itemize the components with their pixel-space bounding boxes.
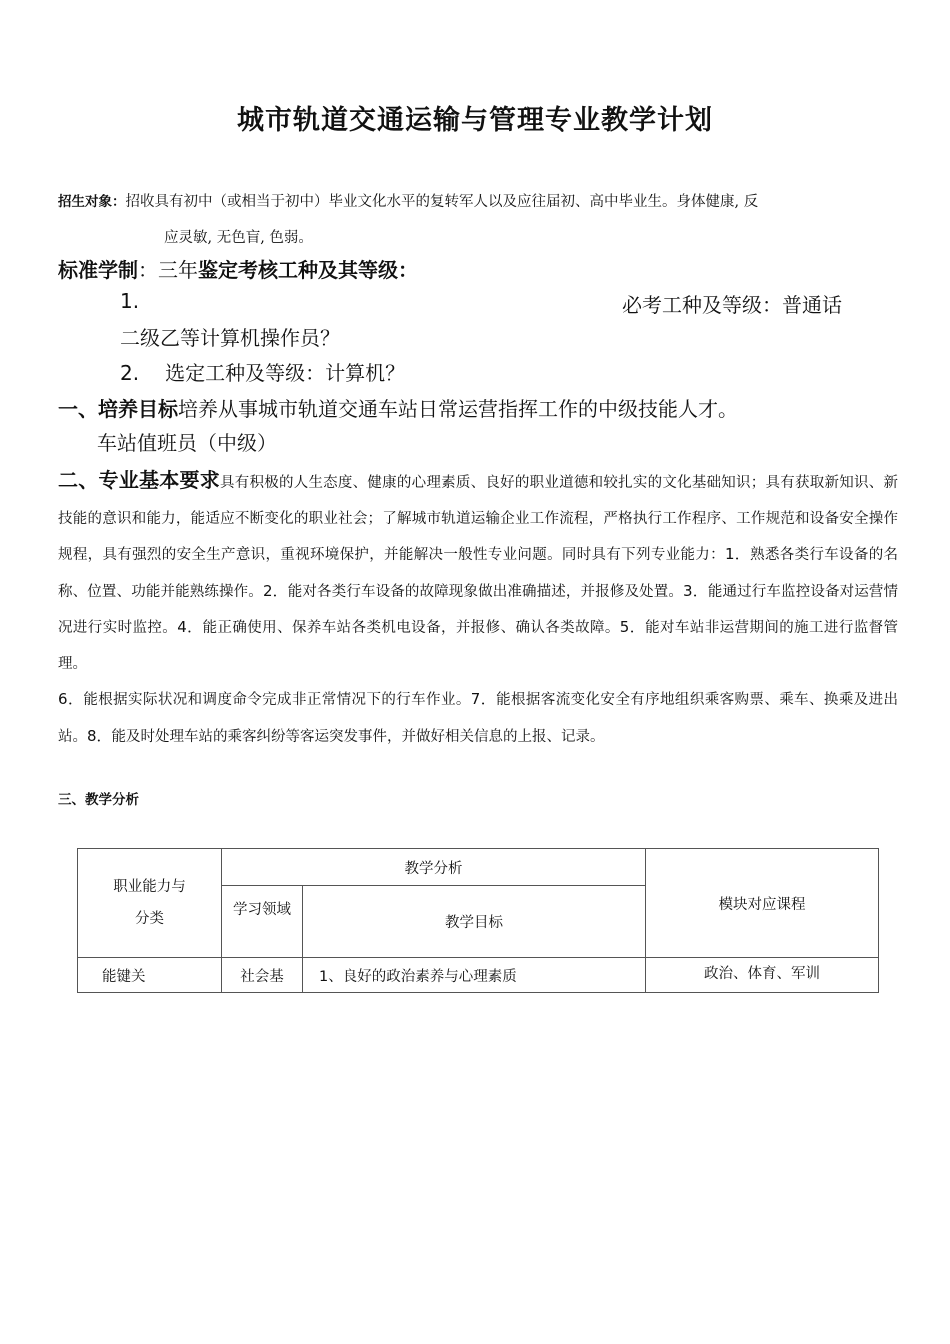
cell-learning-area: 社会基: [222, 958, 303, 993]
requirement-item-1: 1．熟悉各类行车设备的名称、位置、功能并能熟练操作。: [58, 545, 899, 600]
col-ability-header: 职业能力与分类: [78, 849, 222, 958]
requirements-paragraph: [58, 463, 898, 755]
cert-item-1-text: 必考工种及等级：普通话: [622, 293, 842, 317]
cert-heading: 鉴定考核工种及其等级：: [198, 258, 418, 282]
cert-item-1-number: 1.: [120, 289, 140, 313]
cell-course: 政治、体育、军训: [646, 958, 879, 993]
cell-ability: 能键关: [78, 958, 222, 993]
training-goal: [58, 393, 738, 422]
training-goal-heading: 一、培养目标: [58, 397, 178, 421]
enrollment-text-line2: 应灵敏, 无色盲, 色弱。: [164, 230, 313, 246]
school-system-line: 标准学制：三年鉴定考核工种及其等级：: [58, 258, 418, 282]
table-header-row: [78, 849, 879, 886]
col-learning-area-header: 学习领域: [222, 886, 303, 958]
training-goal-text: 培养从事城市轨道交通车站日常运营指挥工作的中级技能人才。: [178, 397, 738, 421]
cell-teaching-goal: 1、良好的政治素养与心理素质: [303, 958, 646, 993]
school-system-value: 三年: [158, 258, 198, 282]
requirements-heading: 二、专业基本要求: [58, 468, 220, 492]
enrollment-text-line1: 招收具有初中（或相当于初中）毕业文化水平的复转军人以及应往届初、高中毕业生。身体健康, 反: [125, 194, 759, 210]
cert-item-2-text: 选定工种及等级：计算机？: [165, 361, 406, 385]
col-teaching-analysis-header: 教学分析: [222, 849, 646, 886]
requirement-item-4: 4．能正确使用、保养车站各类机电设备，并报修、确认各类故障。: [177, 618, 620, 636]
requirement-item-7: 7．能根据客流变化安全有序地组织乘客购票、乘车、换乘及进出站。: [58, 690, 899, 745]
cert-item-2-number: 2.: [120, 361, 140, 385]
enrollment-paragraph: [58, 184, 898, 256]
requirement-item-2: 2．能对各类行车设备的故障现象做出准确描述，并报修及处置。: [262, 581, 684, 600]
requirements-intro: 具有积极的人生态度、健康的心理素质、良好的职业道德和较扎实的文化基础知识；具有获取新知识、新技能的意识和能力，能适应不断变化的职业社会；了解城市轨道运输企业工作流程，严格执行工作程序、工作规范和设备安全操作规程，具有强烈的安全生产意识，重视环境保护，并能解决一般性专业问题。同时具有下列专业能力：: [58, 475, 899, 563]
requirement-item-5: 5．能对车站非运营期间的施工进行监督管理。: [58, 618, 899, 672]
requirement-item-6: 6．能根据实际状况和调度命令完成非正常情况下的行车作业。: [58, 690, 471, 708]
cert-item-2: [120, 357, 405, 386]
col-teaching-goal-header: 教学目标: [303, 886, 646, 958]
school-system-label: 标准学制: [58, 258, 138, 282]
training-goal-position: 车站值班员（中级）: [97, 431, 277, 455]
table-row: [78, 958, 879, 993]
section-3-heading: 三、教学分析: [58, 792, 139, 808]
page-title: 城市轨道交通运输与管理专业教学计划: [237, 105, 713, 136]
requirement-item-8: 8．能及时处理车站的乘客纠纷等客运突发事件，并做好相关信息的上报、记录。: [87, 726, 605, 745]
requirement-item-3: 3．能通过行车监控设备对运营情况进行实时监控。: [58, 581, 899, 636]
col-course-header: 模块对应课程: [646, 849, 879, 958]
cert-item-1-continued: 二级乙等计算机操作员？: [120, 326, 340, 350]
enrollment-label: 招生对象：: [58, 194, 126, 210]
teaching-analysis-table: [77, 848, 879, 993]
